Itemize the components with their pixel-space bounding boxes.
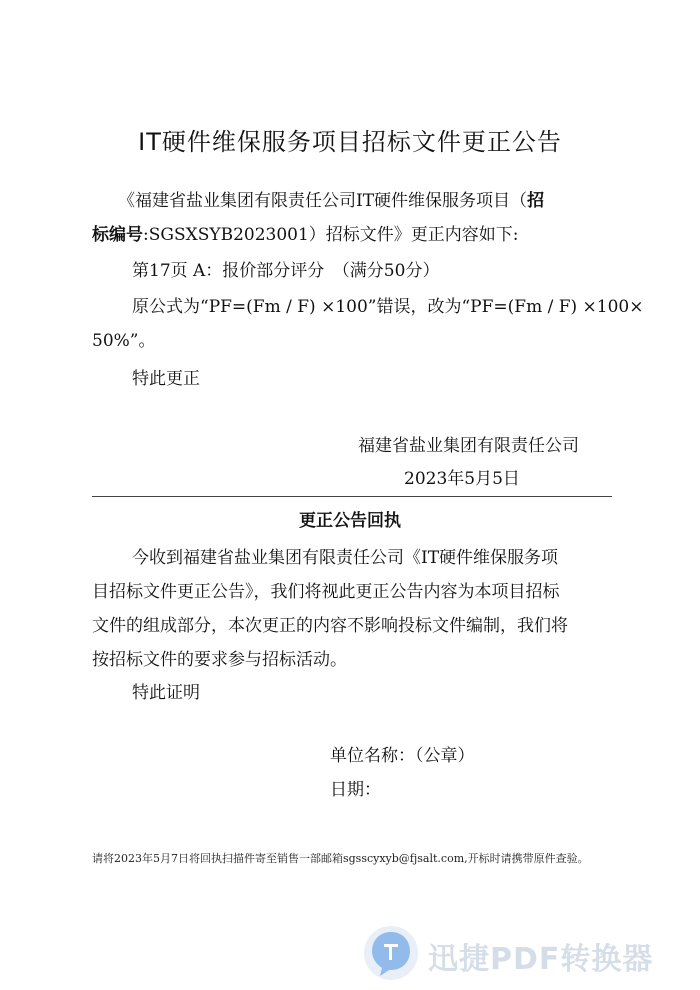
notice-closing: 特此更正 — [132, 369, 200, 389]
unit-name-label: 单位名称：（公章） — [330, 746, 475, 766]
issuer-name: 福建省盐业集团有限责任公司 — [358, 436, 579, 456]
footer-note: 请将2023年5月7日将回执扫描件寄至销售一部邮箱sgsscyxyb@fjsalt.com,开标时请携带原件查验。 — [92, 852, 589, 865]
correction-line-1: 原公式为“PF=(Fm / F) ×100”错误，改为“PF=(Fm / F) ×100× — [132, 297, 644, 317]
receipt-line-3: 文件的组成部分，本次更正的内容不影响投标文件编制，我们将 — [92, 616, 568, 636]
receipt-line-2: 目招标文件更正公告》，我们将视此更正公告内容为本项目招标 — [92, 582, 560, 602]
intro-line-1 — [118, 184, 544, 218]
receipt-line-1: 今收到福建省盐业集团有限责任公司《IT硬件维保服务项 — [132, 548, 559, 568]
receipt-line-4: 按招标文件的要求参与招标活动。 — [92, 650, 347, 670]
section-reference: 第17页 A：报价部分评分 （满分50分） — [132, 261, 440, 281]
section-divider — [92, 496, 612, 497]
intro-prefix: 《福建省盐业集团有限责任公司IT硬件维保服务项目（ — [118, 191, 528, 211]
intro-rest: :SGSXSYB2023001）招标文件》更正内容如下: — [143, 225, 519, 245]
date-label: 日期： — [330, 780, 381, 800]
intro-bold-1: 招 — [527, 191, 545, 211]
correction-line-2: 50%”。 — [92, 331, 156, 351]
notice-title: IT硬件维保服务项目招标文件更正公告 — [138, 128, 562, 156]
issue-date: 2023年5月5日 — [404, 469, 520, 489]
watermark-text: 迅捷PDF转换器 — [428, 942, 654, 977]
receipt-closing: 特此证明 — [132, 683, 200, 703]
pdf-converter-logo-icon — [362, 924, 420, 982]
intro-bold-2: 标编号 — [92, 225, 143, 245]
receipt-title: 更正公告回执 — [299, 511, 401, 531]
intro-line-2 — [92, 218, 519, 252]
